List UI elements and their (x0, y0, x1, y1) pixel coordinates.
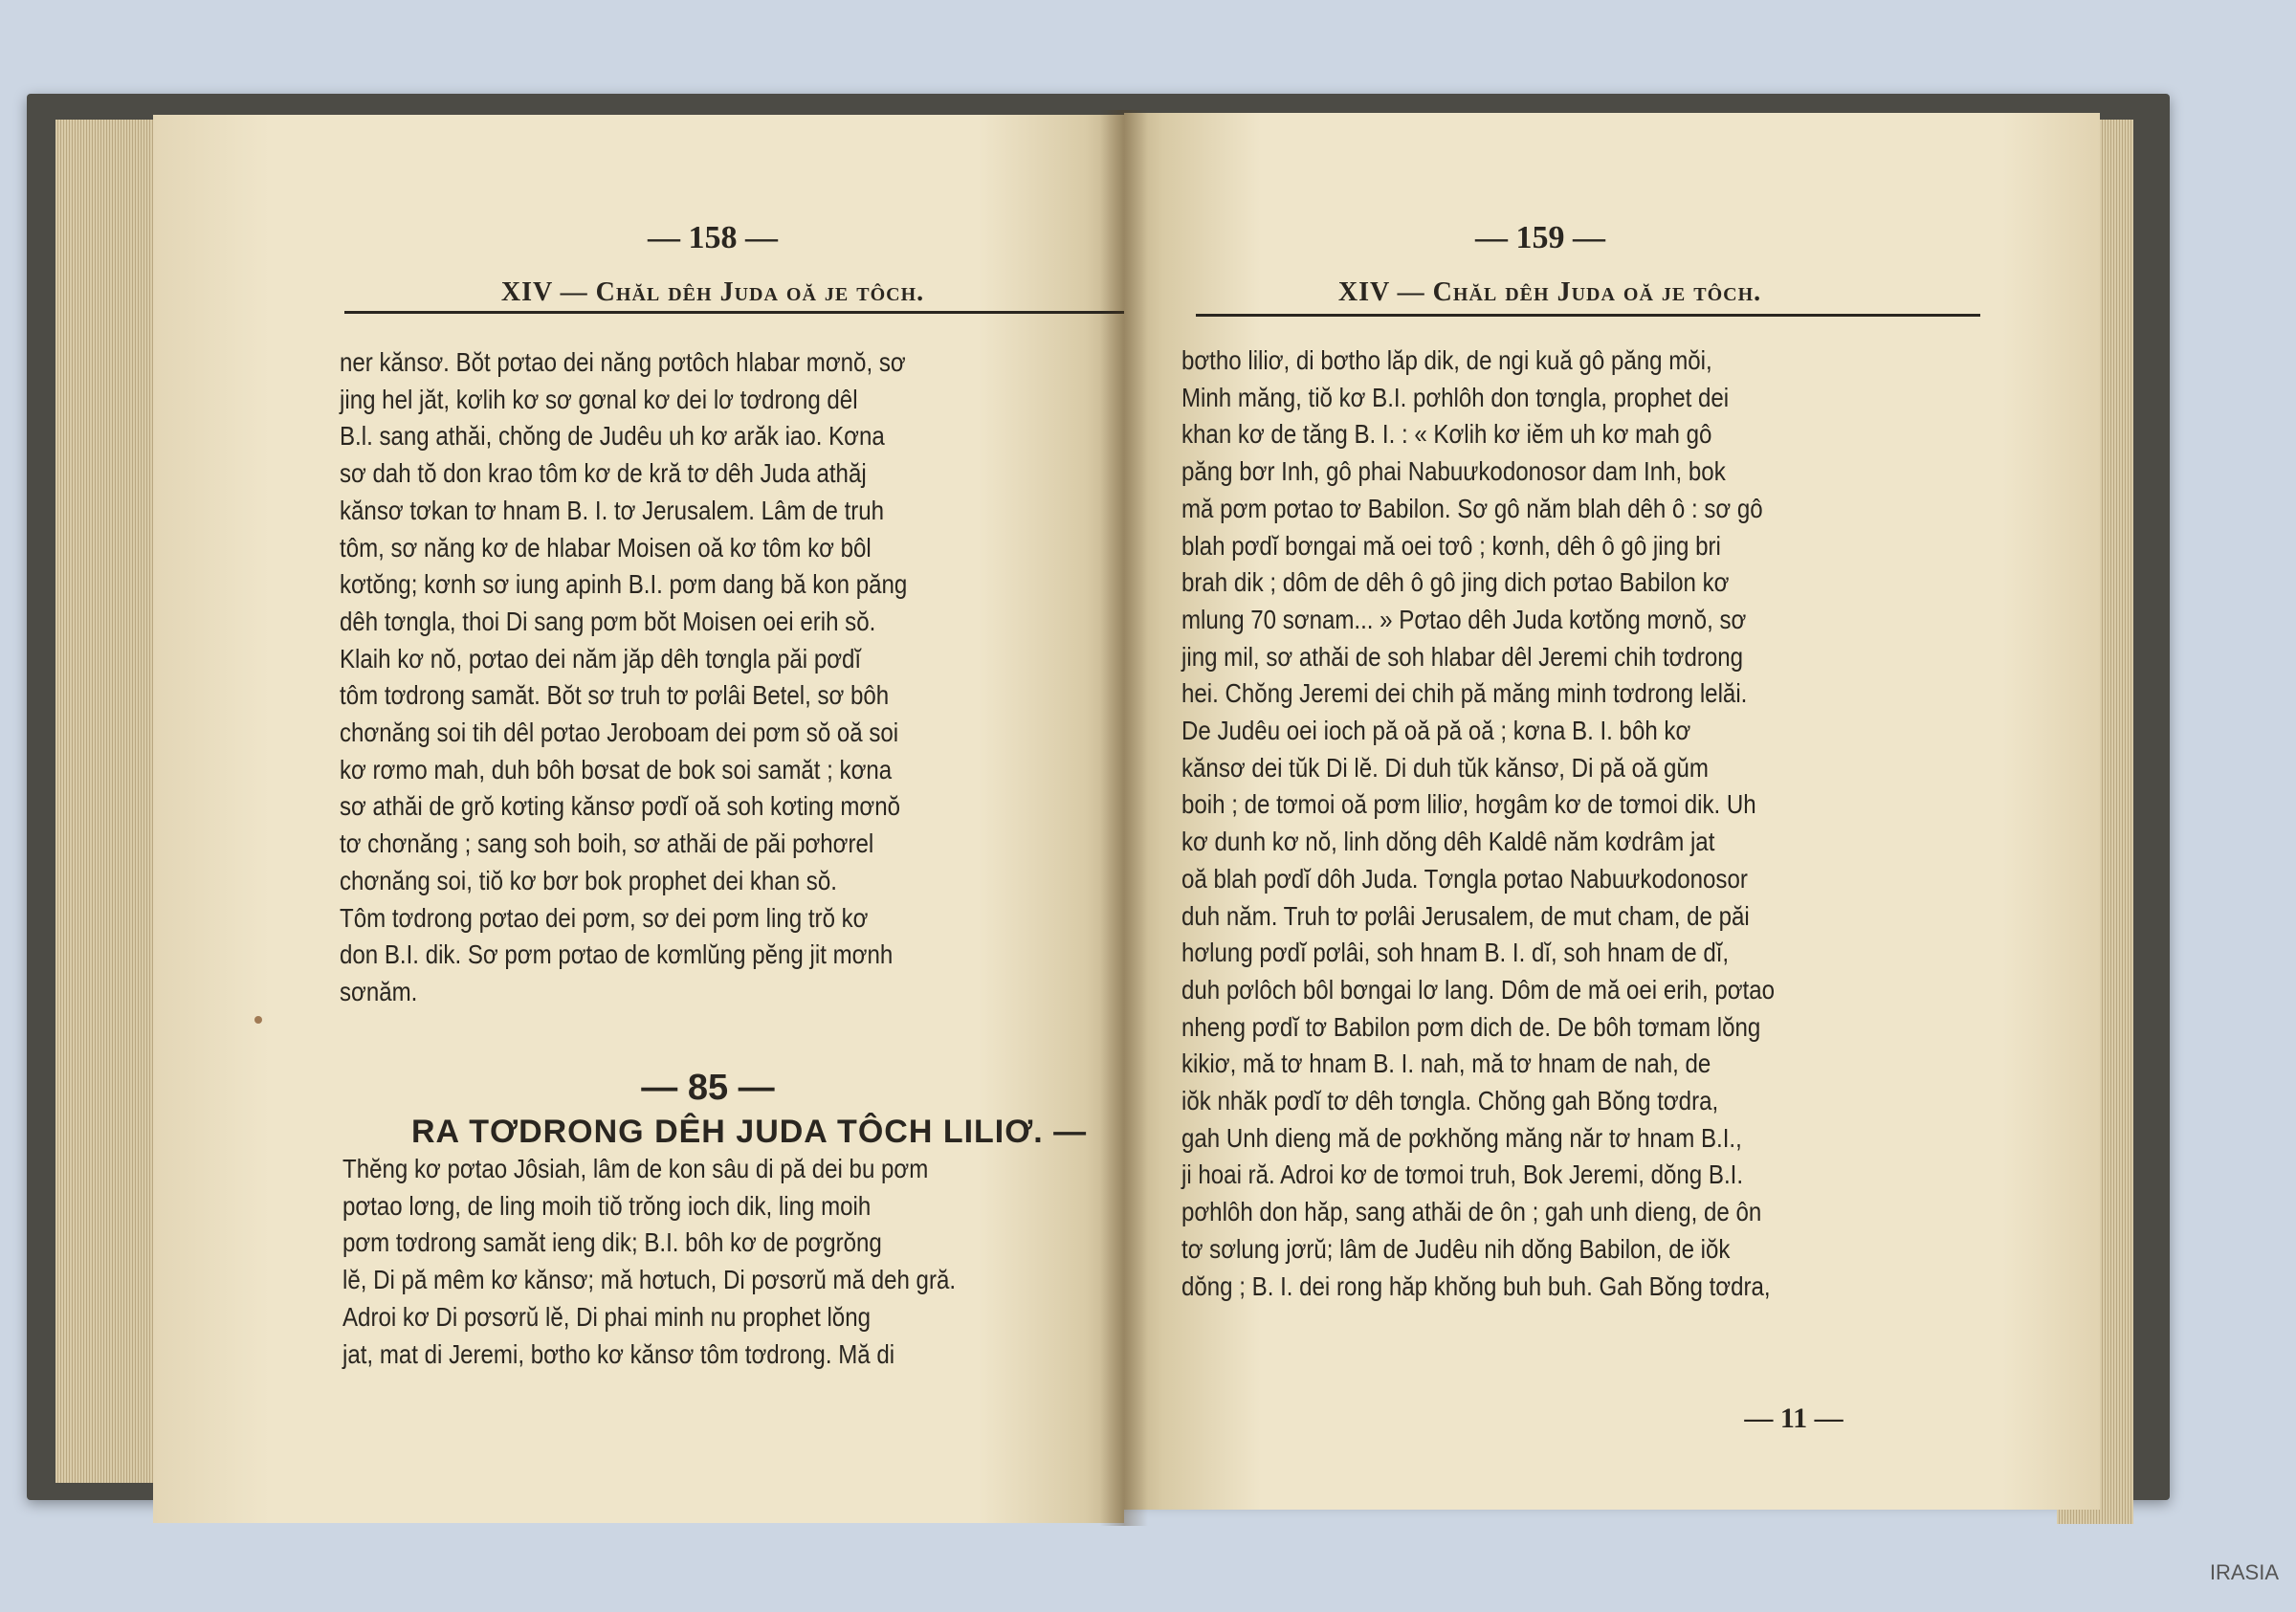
right-page (1124, 113, 2100, 1510)
text-line: bơtho liliơ, di bơtho lăp dik, de ngi kuă gô păng mŏi, (1181, 345, 1712, 375)
text-line: jat, mat di Jeremi, bơtho kơ kănsơ tôm tơdrong. Mă di (342, 1338, 895, 1369)
left-paragraphs-top (340, 344, 1000, 1011)
text-line: hơlung pơdĭ pơlâi, soh hnam B. I. dĭ, soh hnam de dĭ, (1181, 938, 1730, 968)
text-line: kănsơ dei tŭk Di lĕ. Di duh tŭk kănsơ, Di pă oă gŭm (1181, 752, 1709, 783)
text-line: ner kănsơ. Bŏt pơtao dei năng pơtôch hlabar mơnŏ, sơ (340, 347, 906, 377)
text-line: De Judêu oei ioch pă oă pă oă ; kơna B. I. bôh kơ (1181, 716, 1691, 746)
right-page-number: — 159 — (1475, 220, 1605, 255)
right-header-rule (1196, 314, 1980, 317)
text-line: khan kơ de tăng B. I. : « Kơlih kơ iĕm uh kơ mah gô (1181, 419, 1712, 450)
text-line: jing hel jăt, kơlih kơ sơ gơnal kơ dei lơ tơdrong dêl (340, 384, 858, 414)
left-paragraphs-bottom (342, 1151, 1055, 1373)
text-line: lĕ, Di pă mêm kơ kănsơ; mă hơtuch, Di pơsơrŭ mă deh gră. (342, 1265, 957, 1295)
text-line: pơm tơdrong samăt ieng dik; B.I. bôh kơ de pơgrŏng (342, 1227, 882, 1258)
watermark-label: IRASIA (2209, 1560, 2279, 1584)
text-line: kănsơ tơkan tơ hnam B. I. tơ Jerusalem. Lâm de truh (340, 495, 885, 525)
text-line: Thĕng kơ pơtao Jôsiah, lâm de kon sâu di pă dei bu pơm (342, 1154, 929, 1183)
text-line: pơtao lơng, de ling moih tiŏ trŏng ioch dik, ling moih (342, 1190, 872, 1221)
text-line: tơ sơlung jơrŭ; lâm de Judêu nih dŏng Babilon, de iŏk (1181, 1233, 1731, 1264)
left-page-number: — 158 — (648, 220, 778, 255)
text-line: chơnăng soi, tiŏ kơ bơr bok prophet dei khan sŏ. (340, 865, 837, 895)
text-line: Klaih kơ nŏ, pơtao dei năm jăp dêh tơngla păi pơdĭ (340, 643, 862, 674)
text-line: Adroi kơ Di pơsơrŭ lĕ, Di phai minh nu prophet lŏng (342, 1301, 871, 1332)
text-line: mă pơm pơtao tơ Babilon. Sơ gô năm blah dêh ô : sơ gô (1181, 493, 1763, 523)
right-running-header: XIV — Chăl dêh Juda oă je tôch. (1337, 277, 1762, 307)
text-line: dŏng ; B. I. dei rong hăp khŏng buh buh. Gah Bŏng tơdra, (1181, 1270, 1771, 1301)
text-line: B.l. sang athăi, chŏng de Judêu uh kơ arăk iao. Kơna (340, 421, 885, 452)
text-line: kơ dunh kơ nŏ, linh dŏng dêh Kaldê năm kơdrâm jat (1181, 827, 1715, 857)
left-header-rule (344, 311, 1124, 314)
text-line: sơ dah tŏ don krao tôm kơ de kră tơ dêh Juda athăj (340, 458, 867, 489)
text-line: Tôm tơdrong pơtao dei pơm, sơ dei pơm ling trŏ kơ (340, 902, 869, 933)
text-line: duh năm. Truh tơ pơlâi Jerusalem, de mut cham, de păi (1181, 900, 1750, 931)
text-line: tơ chơnăng ; sang soh boih, sơ athăi de păi pơhơrel (340, 828, 874, 859)
text-line: jing mil, sơ athăi de soh hlabar dêl Jeremi chih tơdrong (1181, 641, 1744, 672)
text-line: nheng pơdĭ tơ Babilon pơm dich de. De bôh tơmam lŏng (1181, 1011, 1761, 1042)
text-line: sơnăm. (340, 976, 418, 1006)
text-line: brah dik ; dôm de dêh ô gô jing dich pơtao Babilon kơ (1181, 567, 1730, 598)
gutter-shadow (1100, 110, 1148, 1526)
text-line: kikiơ, mă tơ hnam B. I. nah, mă tơ hnam de nah, de (1181, 1049, 1711, 1079)
text-line: hei. Chŏng Jeremi dei chih pă măng minh tơdrong lelăi. (1181, 678, 1748, 709)
section-title: RA TƠDRONG DÊH JUDA TÔCH LILIƠ. — (411, 1114, 1088, 1150)
text-line: tôm tơdrong samăt. Bŏt sơ truh tơ pơlâi Betel, sơ bôh (340, 680, 890, 711)
text-line: duh pơlôch bôl bơngai lơ lang. Dôm de mă oei erih, pơtao (1181, 974, 1776, 1005)
text-line: don B.I. dik. Sơ pơm pơtao de kơmlŭng pĕng jit mơnh (340, 939, 894, 970)
text-line: ji hoai ră. Adroi kơ de tơmoi truh, Bok Jeremi, dŏng B.I. (1181, 1159, 1744, 1190)
text-line: dêh tơngla, thoi Di sang pơm bŏt Moisen oei erih sŏ. (340, 606, 876, 636)
text-line: boih ; de tơmoi oă pơm liliơ, hơgâm kơ de tơmoi dik. Uh (1181, 789, 1756, 820)
text-line: gah Unh dieng mă de pơkhŏng măng năr tơ hnam B.I., (1181, 1122, 1742, 1153)
text-line: Minh măng, tiŏ kơ B.I. pơhlôh don tơngla, prophet dei (1181, 382, 1730, 412)
text-line: tôm, sơ năng kơ de hlabar Moisen oă kơ tôm kơ bôl (340, 532, 872, 563)
text-line: oă blah pơdĭ dôh Juda. Tơngla pơtao Nabuưkodonosor (1181, 863, 1748, 894)
right-paragraphs (1181, 342, 1871, 1305)
text-line: blah pơdĭ bơngai mă oei tơô ; kơnh, dêh ô gô jing bri (1181, 530, 1721, 561)
text-line: iŏk nhăk pơdĭ tơ dêh tơngla. Chŏng gah Bŏng tơdra, (1181, 1086, 1719, 1116)
text-line: sơ athăi de grŏ kơting kănsơ pơdĭ oă soh kơting mơnŏ (340, 791, 901, 822)
text-line: chơnăng soi tih dêl pơtao Jeroboam dei pơm sŏ oă soi (340, 718, 899, 748)
left-running-header: XIV — Chăl dêh Juda oă je tôch. (500, 277, 925, 307)
left-page (153, 115, 1124, 1523)
section-number: — 85 — (641, 1068, 775, 1108)
margin-mark (254, 1016, 262, 1024)
text-line: pơhlôh don hăp, sang athăi de ôn ; gah unh dieng, de ôn (1181, 1197, 1762, 1227)
signature-mark: — 11 — (1744, 1402, 1843, 1434)
text-line: mlung 70 sơnam... » Pơtao dêh Juda kơtŏng mơnŏ, sơ (1181, 604, 1747, 634)
text-line: păng bơr Inh, gô phai Nabuưkodonosor dam Inh, bok (1181, 456, 1726, 487)
text-line: kơ rơmo mah, duh bôh bơsat de bok soi samăt ; kơna (340, 754, 893, 784)
text-line: kơtŏng; kơnh sơ iung apinh B.I. pơm dang bă kon păng (340, 569, 908, 600)
